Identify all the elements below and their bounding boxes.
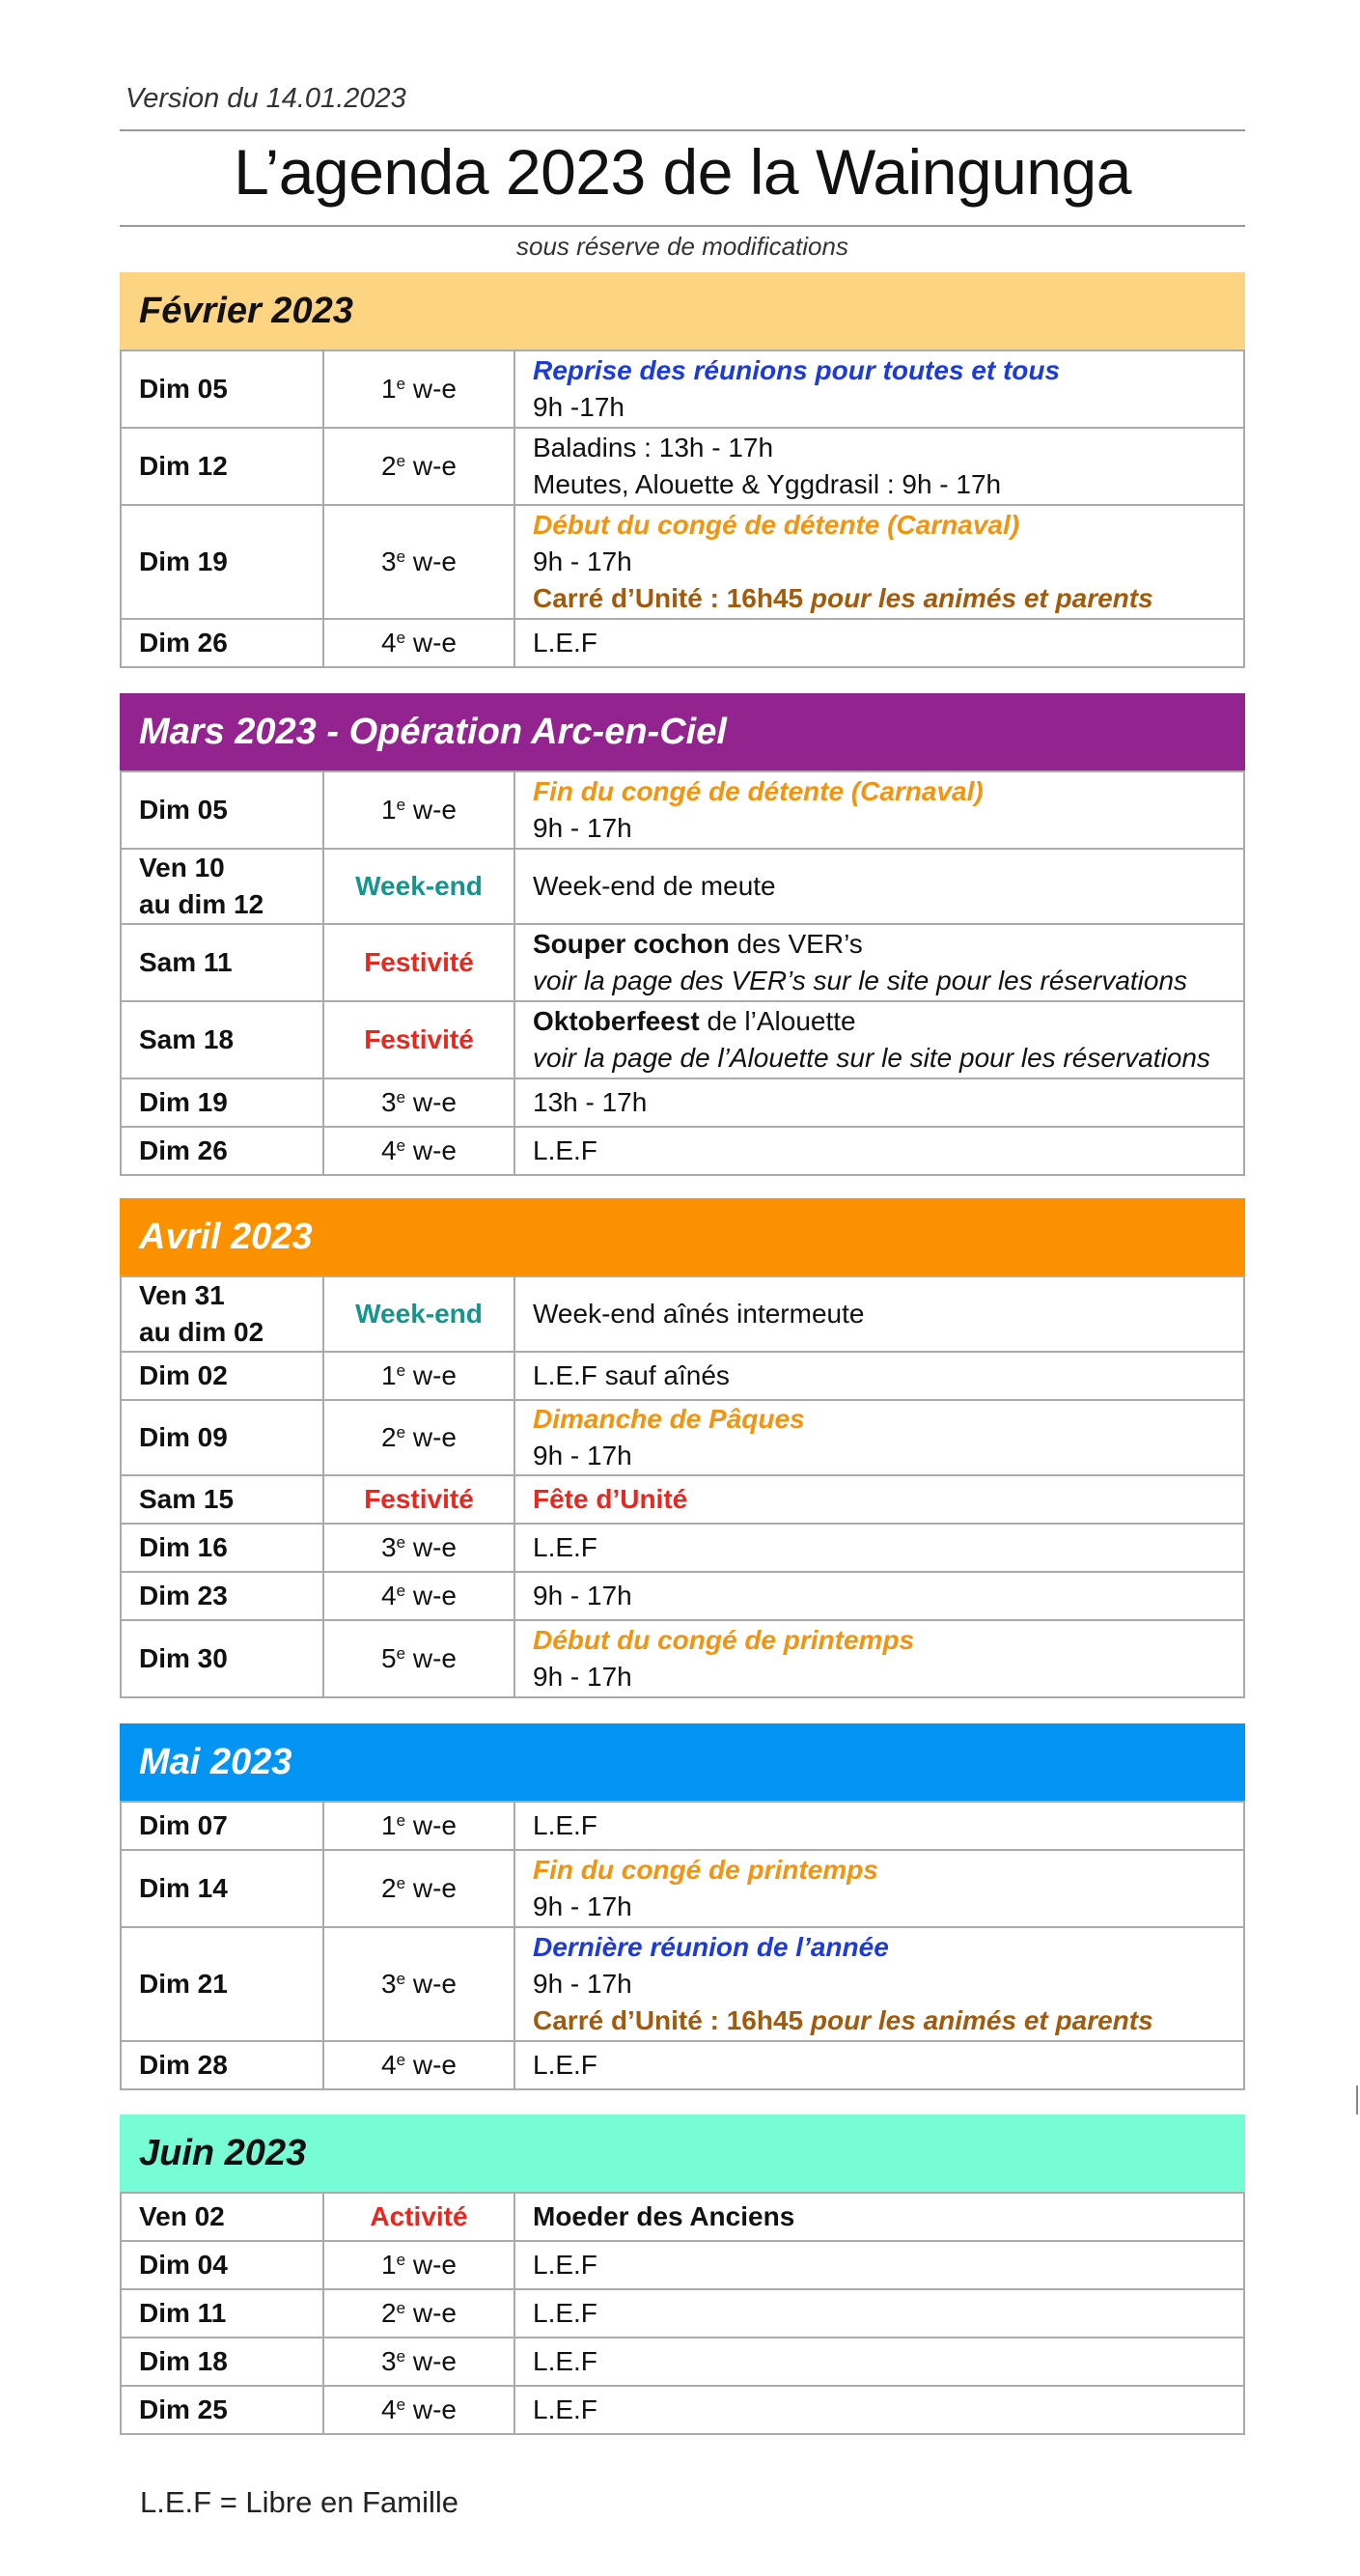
agenda-table-mai (120, 1801, 1245, 2090)
event-cell: Baladins : 13h - 17h Meutes, Alouette & Yggdrasil : 9h - 17h (514, 428, 1244, 505)
day-cell: Dim 16 (121, 1524, 323, 1572)
table-row (121, 1802, 1244, 1850)
table-row (121, 1850, 1244, 1927)
table-row (121, 1127, 1244, 1175)
day-cell: Ven 02 (121, 2193, 323, 2241)
section-mai (120, 1723, 1245, 2090)
event-cell: L.E.F (514, 619, 1244, 667)
event-cell: L.E.F (514, 2241, 1244, 2289)
table-row (121, 1524, 1244, 1572)
table-row (121, 1352, 1244, 1400)
day-cell: Dim 07 (121, 1802, 323, 1850)
event-cell: 9h - 17h (514, 1572, 1244, 1620)
weekend-cell: 5e w-e (323, 1620, 514, 1697)
table-row (121, 2338, 1244, 2386)
table-row (121, 2386, 1244, 2434)
agenda-table-fevrier (120, 350, 1245, 668)
section-fevrier (120, 272, 1245, 668)
page-subtitle: sous réserve de modifications (516, 232, 848, 261)
month-banner-mai: Mai 2023 (120, 1723, 1245, 1801)
activity-cell: Activité (323, 2193, 514, 2241)
event-cell: Dimanche de Pâques 9h - 17h (514, 1400, 1244, 1475)
day-cell: Dim 23 (121, 1572, 323, 1620)
day-cell: Dim 14 (121, 1850, 323, 1927)
table-row (121, 1001, 1244, 1078)
day-cell: Dim 25 (121, 2386, 323, 2434)
day-cell: Dim 19 (121, 1078, 323, 1127)
section-juin (120, 2114, 1245, 2435)
table-row (121, 1572, 1244, 1620)
weekend-cell: 4e w-e (323, 2041, 514, 2089)
table-row (121, 1475, 1244, 1524)
agenda-table-avril (120, 1275, 1245, 1698)
weekend-cell: Week-end (323, 1276, 514, 1352)
table-row (121, 619, 1244, 667)
weekend-cell: 1e w-e (323, 771, 514, 849)
weekend-cell: 3e w-e (323, 1524, 514, 1572)
header-rule-bottom (120, 225, 1245, 227)
table-row (121, 2041, 1244, 2089)
event-cell: L.E.F (514, 1524, 1244, 1572)
day-cell: Ven 31 au dim 02 (121, 1276, 323, 1352)
event-cell: L.E.F (514, 1127, 1244, 1175)
festivity-cell: Festivité (323, 924, 514, 1001)
day-cell: Dim 04 (121, 2241, 323, 2289)
table-row (121, 505, 1244, 619)
page-title: L’agenda 2023 de la Waingunga (234, 136, 1131, 208)
table-row (121, 771, 1244, 849)
weekend-cell: 4e w-e (323, 1572, 514, 1620)
weekend-cell: 1e w-e (323, 1352, 514, 1400)
weekend-cell: 3e w-e (323, 1078, 514, 1127)
table-row (121, 924, 1244, 1001)
event-cell: L.E.F (514, 2386, 1244, 2434)
table-row (121, 1078, 1244, 1127)
weekend-cell: 1e w-e (323, 1802, 514, 1850)
day-cell: Dim 19 (121, 505, 323, 619)
day-cell: Sam 15 (121, 1475, 323, 1524)
weekend-cell: 4e w-e (323, 1127, 514, 1175)
event-cell: L.E.F (514, 2041, 1244, 2089)
event-cell: L.E.F (514, 2338, 1244, 2386)
weekend-cell: 2e w-e (323, 1400, 514, 1475)
month-banner-avril: Avril 2023 (120, 1198, 1245, 1275)
edge-mark (1356, 2086, 1358, 2114)
festivity-cell: Festivité (323, 1475, 514, 1524)
day-cell: Dim 05 (121, 771, 323, 849)
table-row (121, 350, 1244, 428)
day-cell: Dim 18 (121, 2338, 323, 2386)
weekend-cell: 2e w-e (323, 1850, 514, 1927)
table-row (121, 1927, 1244, 2041)
weekend-cell: 2e w-e (323, 428, 514, 505)
weekend-cell: 3e w-e (323, 505, 514, 619)
weekend-cell: Week-end (323, 849, 514, 924)
agenda-table-mars (120, 770, 1245, 1176)
section-avril (120, 1198, 1245, 1698)
table-row (121, 1620, 1244, 1697)
agenda-table-juin (120, 2192, 1245, 2435)
header-rule-top (120, 129, 1245, 131)
event-cell: L.E.F sauf aînés (514, 1352, 1244, 1400)
day-cell: Dim 30 (121, 1620, 323, 1697)
weekend-cell: 3e w-e (323, 2338, 514, 2386)
event-cell: Week-end de meute (514, 849, 1244, 924)
event-cell: Fête d’Unité (514, 1475, 1244, 1524)
table-row (121, 2193, 1244, 2241)
day-cell: Dim 02 (121, 1352, 323, 1400)
table-row (121, 428, 1244, 505)
section-mars (120, 693, 1245, 1176)
day-cell: Dim 26 (121, 619, 323, 667)
event-cell: Oktoberfeest de l’Alouette voir la page de l’Alouette sur le site pour les réservations (514, 1001, 1244, 1078)
weekend-cell: 2e w-e (323, 2289, 514, 2338)
day-cell: Ven 10 au dim 12 (121, 849, 323, 924)
day-cell: Dim 26 (121, 1127, 323, 1175)
event-cell: Reprise des réunions pour toutes et tous 9h -17h (514, 350, 1244, 428)
event-cell: Dernière réunion de l’année 9h - 17h Carré d’Unité : 16h45 pour les animés et parents (514, 1927, 1244, 2041)
event-cell: L.E.F (514, 2289, 1244, 2338)
event-cell: L.E.F (514, 1802, 1244, 1850)
table-row (121, 2289, 1244, 2338)
event-cell: Fin du congé de printemps 9h - 17h (514, 1850, 1244, 1927)
day-cell: Dim 28 (121, 2041, 323, 2089)
weekend-cell: 4e w-e (323, 2386, 514, 2434)
festivity-cell: Festivité (323, 1001, 514, 1078)
month-banner-mars: Mars 2023 - Opération Arc-en-Ciel (120, 693, 1245, 770)
table-row (121, 1400, 1244, 1475)
table-row (121, 1276, 1244, 1352)
weekend-cell: 3e w-e (323, 1927, 514, 2041)
day-cell: Dim 12 (121, 428, 323, 505)
event-cell: Fin du congé de détente (Carnaval) 9h - 17h (514, 771, 1244, 849)
table-row (121, 2241, 1244, 2289)
event-cell: Week-end aînés intermeute (514, 1276, 1244, 1352)
day-cell: Dim 05 (121, 350, 323, 428)
event-cell: Début du congé de printemps 9h - 17h (514, 1620, 1244, 1697)
event-cell: Moeder des Anciens (514, 2193, 1244, 2241)
month-banner-juin: Juin 2023 (120, 2114, 1245, 2192)
event-cell: Souper cochon des VER’s voir la page des VER’s sur le site pour les réservations (514, 924, 1244, 1001)
weekend-cell: 4e w-e (323, 619, 514, 667)
weekend-cell: 1e w-e (323, 2241, 514, 2289)
table-row (121, 849, 1244, 924)
day-cell: Sam 18 (121, 1001, 323, 1078)
day-cell: Dim 11 (121, 2289, 323, 2338)
version-label: Version du 14.01.2023 (125, 83, 406, 114)
legend-footnote: L.E.F = Libre en Famille (140, 2485, 458, 2519)
month-banner-fevrier: Février 2023 (120, 272, 1245, 350)
weekend-cell: 1e w-e (323, 350, 514, 428)
day-cell: Sam 11 (121, 924, 323, 1001)
day-cell: Dim 09 (121, 1400, 323, 1475)
event-cell: Début du congé de détente (Carnaval) 9h - 17h Carré d’Unité : 16h45 pour les animés et parents (514, 505, 1244, 619)
event-cell: 13h - 17h (514, 1078, 1244, 1127)
day-cell: Dim 21 (121, 1927, 323, 2041)
